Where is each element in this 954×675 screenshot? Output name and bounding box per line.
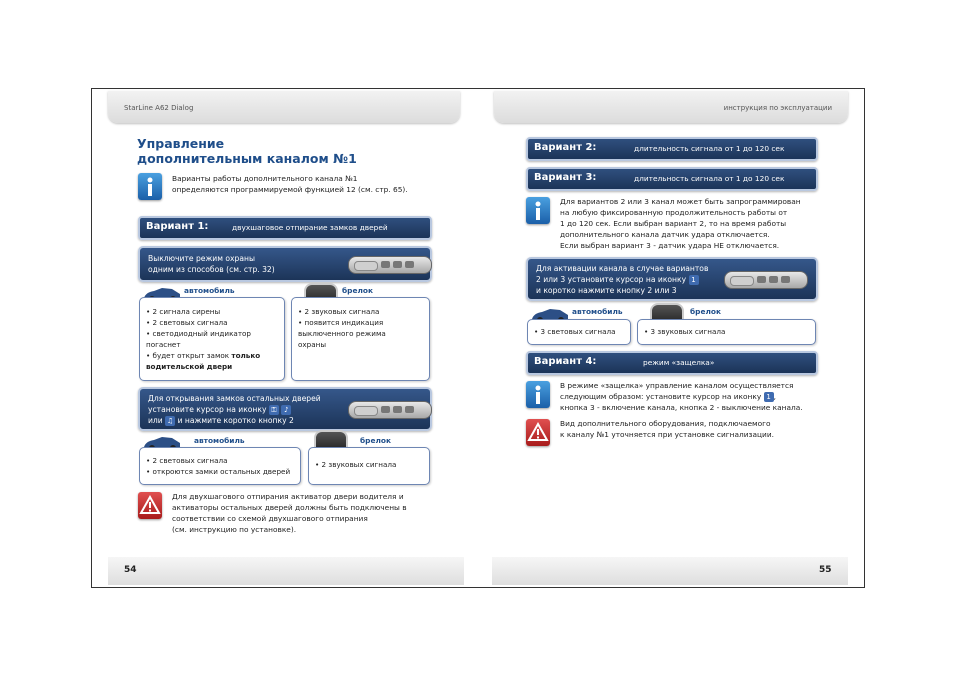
info-line: Для вариантов 2 или 3 канал может быть запрограммирован [560,197,801,206]
fob-label: брелок [342,286,373,295]
step1-car-box [139,297,285,381]
step1-line: одним из способов (см. стр. 32) [148,265,275,274]
warning-line: Для двухшагового отпирания активатор двери водителя и [172,492,404,501]
info-icon [526,197,550,224]
booklet-spread [91,88,865,588]
list-item [146,350,281,361]
step1-line: Выключите режим охраны [148,254,255,263]
info-line: В режиме «защелка» управление каналом осуществляется [560,381,794,390]
left-warning-text [172,491,407,535]
intro-line: определяются программируемой функцией 12 (см. стр. 65). [172,185,408,194]
latch-info-text [560,380,803,413]
info-line: Если выбран вариант 3 - датчик удара НЕ отключается. [560,241,780,250]
variant-4-bar [526,351,818,375]
step2-text: или [148,416,163,425]
page-number-left: 54 [124,565,137,575]
variant-2-bar [526,137,818,161]
list-item: • 2 сигнала сирены [146,306,281,317]
warning-line: (см. инструкцию по установке). [172,525,297,534]
step2-line [148,404,321,415]
step2-car-list [146,455,298,477]
step2-fob-box [308,447,430,485]
activate-text: 2 или 3 установите курсор на иконку [536,275,687,284]
list-item-text: будет открыт замок [152,351,230,360]
variant-1-bar [138,216,432,240]
list-item: • 2 звуковых сигнала [315,459,427,470]
info-text: следующим образом: установите курсор на иконку [560,392,762,401]
right-info-text [560,196,801,251]
intro-line: Варианты работы дополнительного канала №1 [172,174,358,183]
info-line: на любую фиксированную продолжительность работы от [560,208,788,217]
warning-icon [138,492,162,519]
variant-2-desc: длительность сигнала от 1 до 120 сек [634,144,785,153]
variant-3-label: Вариант 3: [534,172,597,183]
left-header-text: StarLine A62 Dialog [124,104,194,112]
left-footer-bar [108,557,464,585]
activate-line: Для активации канала в случае вариантов [536,264,709,273]
right-footer-bar [492,557,848,585]
list-item: • 3 световых сигнала [534,326,629,337]
list-item: • откроются замки остальных дверей [146,466,298,477]
car-label: автомобиль [194,436,245,445]
page-title-line2: дополнительным каналом №1 [137,151,357,166]
activate-line: и коротко нажмите кнопку 2 или 3 [536,286,677,295]
warning-line: Вид дополнительного оборудования, подключаемого [560,419,771,428]
fob-label: брелок [360,436,391,445]
step2-instruction [138,387,432,431]
remote-fob-icon [348,256,432,274]
channel-1-icon: 1 [764,392,774,402]
info-line [560,391,803,402]
lock-icon: ⚿ [269,405,279,415]
page-title-line1: Управление [137,136,225,151]
car-label: автомобиль [572,307,623,316]
variant-4-label: Вариант 4: [534,356,597,367]
list-item: • светодиодный индикатор [146,328,281,339]
variant-3-desc: длительность сигнала от 1 до 120 сек [634,174,785,183]
unlock-icon: ♪ [281,405,291,415]
variant-3-bar [526,167,818,191]
list-item: • 3 звуковых сигнала [644,326,814,337]
right-car-list [534,326,629,337]
info-icon [526,381,550,408]
step1-instruction [138,246,432,282]
info-icon [138,173,162,200]
page-title [137,136,357,166]
right-fob-list [644,326,814,337]
step2-line: Для открывания замков остальных дверей [148,394,321,403]
right-header-text: инструкция по эксплуатации [723,104,832,112]
list-item-continued: погаснет [146,340,181,349]
right-fob-box [637,319,816,345]
step1-car-list [146,306,281,372]
warning-icon [526,419,550,446]
step2-line [148,415,321,426]
info-line: кнопка 3 - включение канала, кнопка 2 - выключение канала. [560,403,803,412]
list-item: • 2 световых сигнала [146,317,281,328]
right-car-box [527,319,631,345]
list-item: • 2 световых сигнала [146,455,298,466]
step2-fob-list [315,459,427,470]
warning-line: соответствии со схемой двухшагового отпирания [172,514,368,523]
list-item-continued: охраны [298,340,326,349]
step2-text: и нажмите коротко кнопку 2 [177,416,294,425]
info-text: , [773,392,776,401]
list-item-continued: выключенного режима [298,329,386,338]
list-item: • появится индикация [298,317,426,328]
list-item-continued: водительской двери [146,362,233,371]
fob-label: брелок [690,307,721,316]
remote-fob-icon [724,271,808,289]
list-item-bold: только [231,351,261,360]
note-icon: ♫ [167,417,174,425]
list-item: • 2 звуковых сигнала [298,306,426,317]
page-number-right: 55 [819,565,832,575]
variant-1-label: Вариант 1: [146,221,209,232]
step1-fob-box [291,297,430,381]
variant-1-desc: двухшаговое отпирание замков дверей [232,223,388,232]
info-line: дополнительного канала датчик удара отключается. [560,230,770,239]
step2-car-box [139,447,301,485]
remote-fob-icon [348,401,432,419]
activate-instruction [526,257,818,301]
info-line: 1 до 120 сек. Если выбран вариант 2, то на время работы [560,219,787,228]
step2-text: установите курсор на иконку [148,405,267,414]
car-label: автомобиль [184,286,235,295]
intro-text [172,173,408,195]
channel-1-icon: 1 [689,275,699,285]
activate-line [536,274,708,285]
warning-line: активаторы остальных дверей должны быть подключены в [172,503,407,512]
right-warning-text [560,418,774,440]
step1-fob-list [298,306,426,350]
variant-2-label: Вариант 2: [534,142,597,153]
warning-line: к каналу №1 уточняется при установке сигнализации. [560,430,775,439]
variant-4-desc: режим «защелка» [643,358,715,367]
